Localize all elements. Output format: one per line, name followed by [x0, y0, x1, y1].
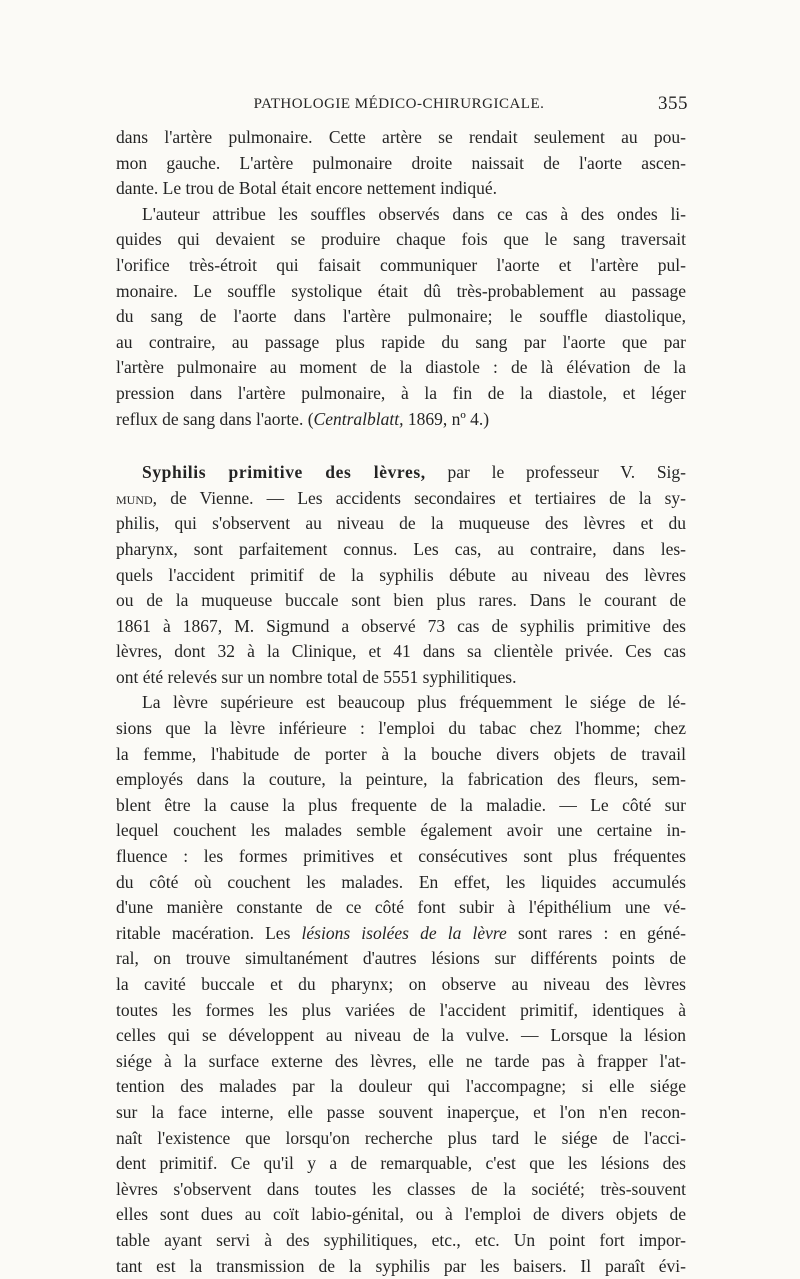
text-line: pharynx, sont parfaitement connus. Les cas, au contraire, dans les-	[116, 538, 686, 559]
paragraph-souffles	[116, 202, 686, 432]
text-line: tant est la transmission de la syphilis par les baisers. Il paraît évi-	[116, 1255, 686, 1276]
text-line: toutes les formes les plus variées de l'accident primitif, identiques à	[116, 999, 686, 1020]
text-line: 1861 à 1867, M. Sigmund a observé 73 cas de syphilis primitive des	[116, 615, 686, 636]
text-line: l'artère pulmonaire au moment de la diastole : de là élévation de la	[116, 357, 686, 378]
text-line: blent être la cause la plus frequente de la maladie. — Le côté sur	[116, 794, 686, 815]
section-title: Syphilis primitive des lèvres,	[142, 462, 426, 483]
text-line: table ayant servi à des syphilitiques, etc., etc. Un point fort impor-	[116, 1229, 686, 1250]
text-line: la femme, l'habitude de porter à la bouche divers objets de travail	[116, 743, 686, 764]
text-line: ont été relevés sur un nombre total de 5551 syphilitiques.	[116, 666, 517, 687]
text-line: L'auteur attribue les souffles observés dans ce cas à des ondes li-	[142, 203, 686, 224]
text-fragment: 1869, nº 4.)	[403, 408, 490, 429]
text-line: du sang de l'aorte dans l'artère pulmonaire; le souffle diastolique,	[116, 306, 686, 327]
text-line: quides qui devaient se produire chaque fois que le sang traversait	[116, 229, 686, 250]
text-line: ou de la muqueuse buccale sont bien plus rares. Dans le courant de	[116, 590, 686, 611]
text-line: ral, on trouve simultanément d'autres lésions sur différents points de	[116, 948, 686, 969]
text-line: La lèvre supérieure est beaucoup plus fréquemment le siége de lé-	[142, 692, 686, 713]
text-line	[116, 921, 686, 947]
paragraph-continuation	[116, 125, 686, 202]
text-line	[116, 460, 686, 486]
text-line: employés dans la couture, la peinture, la fabrication des fleurs, sem-	[116, 769, 686, 790]
text-line: naît l'existence que lorsqu'on recherche plus tard le siége de l'acci-	[116, 1127, 686, 1148]
text-line: du côté où couchent les malades. En effet, les liquides accumulés	[116, 871, 686, 892]
text-line: dans l'artère pulmonaire. Cette artère se rendait seulement au pou-	[116, 127, 686, 147]
text-line: l'orifice très-étroit qui faisait communiquer l'aorte et l'artère pul-	[116, 254, 686, 275]
text-line: dent primitif. Ce qu'il y a de remarquable, c'est que les lésions des	[116, 1153, 686, 1174]
text-line: philis, qui s'observent au niveau de la muqueuse des lèvres et du	[116, 513, 686, 534]
text-fragment: par le professeur V. Sig-	[425, 462, 686, 483]
running-title: PATHOLOGIE MÉDICO-CHIRURGICALE.	[253, 96, 545, 112]
text-line: lequel couchent les malades semble également avoir une certaine in-	[116, 820, 686, 841]
text-line: lèvres, dont 32 à la Clinique, et 41 dans sa clientèle privée. Ces cas	[116, 641, 686, 662]
running-head	[110, 93, 688, 120]
text-line: fluence : les formes primitives et consécutives sont plus fréquentes	[116, 846, 686, 867]
text-line: sur la face interne, elle passe souvent inaperçue, et l'on n'en recon-	[116, 1101, 686, 1122]
text-line: mon gauche. L'artère pulmonaire droite naissait de l'aorte ascen-	[116, 152, 686, 173]
paragraph-levre-superieure	[116, 690, 686, 1279]
text-line: tention des malades par la douleur qui l'accompagne; si elle siége	[116, 1076, 686, 1097]
text-line	[116, 486, 686, 512]
text-line: quels l'accident primitif de la syphilis débute au niveau des lèvres	[116, 564, 686, 585]
text-line: monaire. Le souffle systolique était dû très-probablement au passage	[116, 280, 686, 301]
body-text	[116, 125, 686, 1279]
section-gap	[116, 432, 686, 460]
author-name: mund,	[116, 487, 158, 508]
text-line: d'une manière constante de ce côté font subir à l'épithélium une vé-	[116, 897, 686, 918]
text-line: celles qui se développent au niveau de la vulve. — Lorsque la lésion	[116, 1025, 686, 1046]
text-line: la cavité buccale et du pharynx; on observe au niveau des lèvres	[116, 974, 686, 994]
text-line: dante. Le trou de Botal était encore nettement indiqué.	[116, 178, 497, 199]
emphasis-text: lésions isolées de la lèvre	[301, 922, 507, 943]
text-fragment: reflux de sang dans l'aorte. (	[116, 408, 314, 429]
text-line: elles sont dues au coït labio-génital, ou à l'emploi de divers objets de	[116, 1204, 686, 1225]
text-fragment: sont rares : en géné-	[506, 922, 686, 943]
text-fragment: ritable macération. Les	[116, 922, 302, 943]
citation-source: Centralblatt,	[313, 408, 404, 429]
text-line: sions que la lèvre inférieure : l'emploi du tabac chez l'homme; chez	[116, 718, 686, 739]
text-line: au contraire, au passage plus rapide du sang par l'aorte que par	[116, 331, 686, 352]
text-line: lèvres s'observent dans toutes les classes de la société; très-souvent	[116, 1178, 686, 1199]
page-number: 355	[658, 93, 688, 114]
text-line: siége à la surface externe des lèvres, elle ne tarde pas à frapper l'at-	[116, 1050, 686, 1071]
text-line	[116, 407, 686, 433]
text-line: pression dans l'artère pulmonaire, à la fin de la diastole, et léger	[116, 382, 686, 403]
text-fragment: de Vienne. — Les accidents secondaires et tertiaires de la sy-	[157, 487, 686, 508]
section-syphilis	[116, 460, 686, 690]
